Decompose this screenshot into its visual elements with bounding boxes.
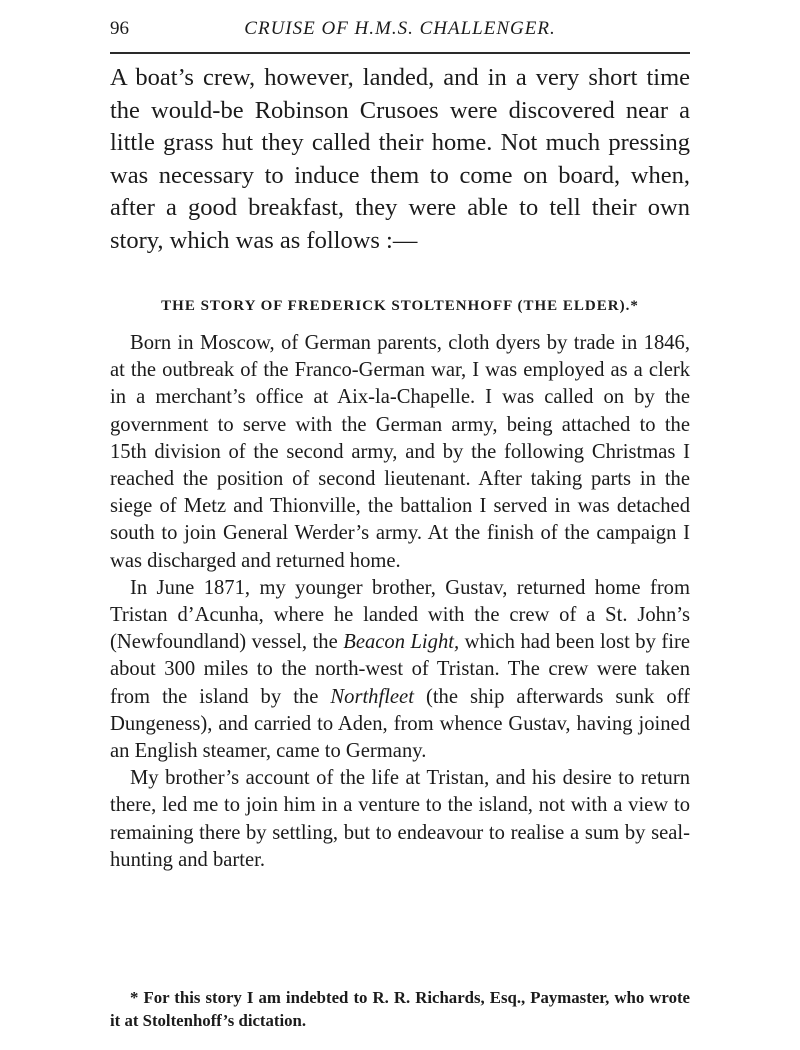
header-rule — [110, 52, 690, 54]
story-heading: THE STORY OF FREDERICK STOLTENHOFF (THE ELDER).* — [161, 298, 639, 314]
story-paragraph-2 — [110, 575, 690, 765]
story-body — [110, 330, 690, 874]
story-paragraph-1: Born in Moscow, of German parents, cloth dyers by trade in 1846, at the outbreak of the Franco-German war, I was employed as a clerk in a merchant’s office at Aix-la-Chapelle. I was called on by the government to serve with the German army, being attached to the 15th division of the second army, and by the following Christmas I reached the position of second lieutenant. After taking parts in the siege of Metz and Thionville, the battalion I served in was detached south to join General Werder’s army. At the finish of the campaign I was discharged and returned home. — [110, 332, 690, 572]
page-header — [110, 16, 690, 48]
paragraph-2-text-c: (the ship afterwards sunk off Dungeness), and carried to Aden, from whence Gustav, having joined an English steamer, came to Germany. — [110, 685, 690, 763]
lead-paragraph: A boat’s crew, however, landed, and in a very short time the would-be Robinson Crusoes were discovered near a little grass hut they called their home. Not much pressing was necessary to induce them to come on board, when, after a good breakfast, they were able to tell their own story, which was as follows :— — [110, 64, 690, 254]
ship-name-northfleet: Northfleet — [330, 685, 414, 708]
paragraph-2-text-b: which had been lost by fire about 300 miles to the north-west of Tristan. The crew were taken from the island by the — [110, 631, 690, 708]
page-number: 96 — [110, 18, 129, 39]
footnote: * For this story I am indebted to R. R. Richards, Esq., Paymaster, who wrote it at Stoltenhoff’s dictation. — [110, 988, 690, 1030]
paragraph-2-text-a: In June 1871, my younger brother, Gustav, returned home from Tristan d’Acunha, where he landed with the crew of a St. John’s (Newfoundland) vessel, the — [110, 576, 690, 654]
running-title: CRUISE OF H.M.S. CHALLENGER. — [244, 18, 556, 39]
story-paragraph-3: My brother’s account of the life at Tristan, and his desire to return there, led me to join him in a venture to the island, not with a view to remaining there by settling, but to endeavour to realise a sum by seal-hunting and barter. — [110, 767, 690, 871]
ship-name-beacon-light: Beacon Light, — [343, 631, 460, 654]
